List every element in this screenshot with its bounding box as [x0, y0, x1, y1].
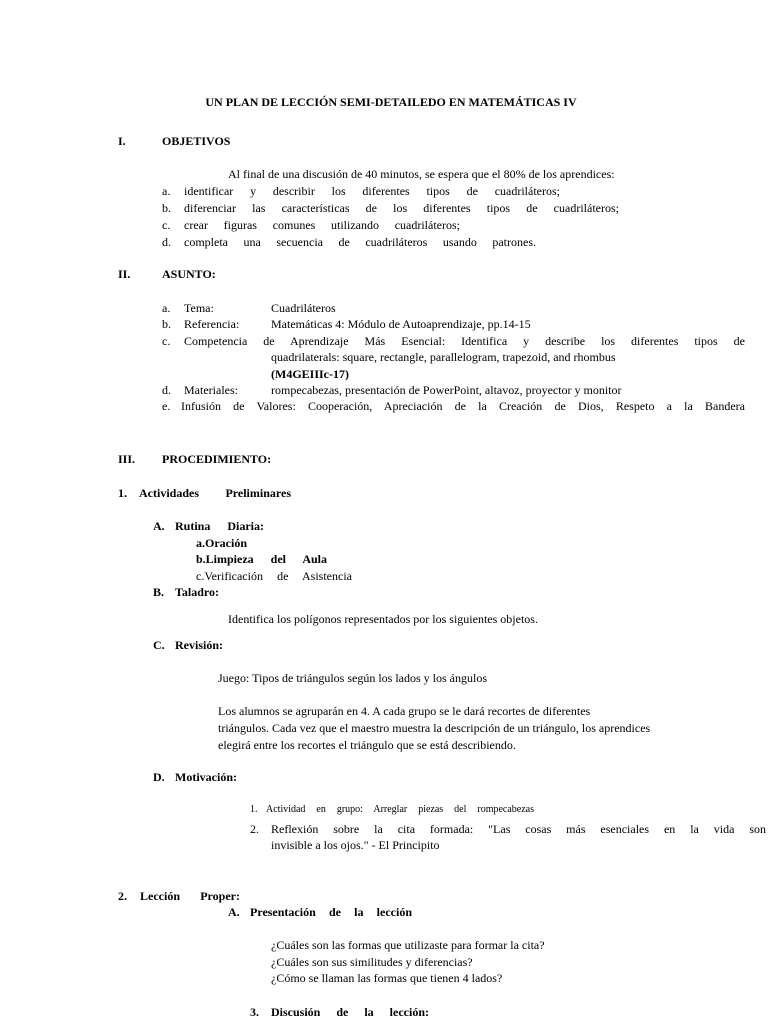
valores-text: Infusión de Valores: Cooperación, Apreciación de la Creación de Dios, Respeto a la Bandera — [181, 399, 745, 413]
referencia-value: Matemáticas 4: Módulo de Autoaprendizaje, pp.14-15 — [271, 317, 531, 331]
step-letter: C. — [153, 638, 165, 652]
motivacion-number: 1. — [250, 804, 258, 815]
presentacion-question: ¿Cuáles son sus similitudes y diferencias? — [271, 955, 473, 969]
objetivos-intro: Al final de una discusión de 40 minutos, se espera que el 80% de los aprendices: — [228, 167, 615, 181]
item-letter: d. — [162, 383, 171, 397]
objetivo-item: identificar y describir los diferentes tipos de cuadriláteros; — [184, 184, 560, 198]
tema-value: Cuadriláteros — [271, 301, 336, 315]
page-title: UN PLAN DE LECCIÓN SEMI-DETAILEDO EN MATEMÁTICAS IV — [205, 95, 577, 109]
section-number: II. — [118, 267, 131, 281]
objetivo-item: crear figuras comunes utilizando cuadriláteros; — [184, 218, 460, 232]
item-letter: b. — [162, 201, 171, 215]
item-letter: a. — [162, 184, 171, 198]
presentacion-question: ¿Cuáles son las formas que utilizaste para formar la cita? — [271, 938, 545, 952]
revision-paragraph-line: elegirá entre los recortes el triángulo que se está describiendo. — [218, 738, 516, 752]
taladro-heading: Taladro: — [175, 585, 220, 599]
motivacion-item: Reflexión sobre la cita formada: "Las cosas más esenciales en la vida son — [271, 822, 766, 836]
objetivo-item: diferenciar las características de los diferentes tipos de cuadriláteros; — [184, 201, 619, 215]
rutina-item: a.Oración — [196, 536, 247, 550]
step-letter: A. — [228, 905, 240, 919]
objetivo-item: completa una secuencia de cuadriláteros usando patrones. — [184, 235, 536, 249]
subsection-number: 2. — [118, 889, 127, 903]
competencia-code: (M4GEIIIc-17) — [271, 367, 349, 381]
revision-heading: Revisión: — [175, 638, 223, 652]
presentacion-question: ¿Cómo se llaman las formas que tienen 4 lados? — [271, 971, 503, 985]
competencia-line: Competencia de Aprendizaje Más Esencial: Identifica y describe los diferentes tipos de — [184, 334, 745, 348]
tema-label: Tema: — [184, 301, 214, 315]
materiales-label: Materiales: — [184, 383, 238, 397]
taladro-text: Identifica los polígonos representados por los siguientes objetos. — [228, 612, 538, 626]
section-heading-asunto: ASUNTO: — [162, 267, 216, 281]
revision-paragraph-line: triángulos. Cada vez que el maestro muestra la descripción de un triángulo, los aprendices — [218, 721, 651, 735]
section-heading-procedimiento: PROCEDIMIENTO: — [162, 452, 272, 466]
step-letter: D. — [153, 770, 165, 784]
rutina-item: b.Limpieza del Aula — [196, 552, 327, 566]
item-letter: b. — [162, 317, 171, 331]
motivacion-item-line: invisible a los ojos." - El Principito — [271, 838, 440, 852]
item-letter: d. — [162, 235, 171, 249]
subsection-number: 3. — [250, 1005, 259, 1019]
rutina-heading: Rutina Diaria: — [175, 519, 264, 533]
presentacion-heading: Presentación de la lección — [250, 905, 412, 919]
revision-paragraph-line: Los alumnos se agruparán en 4. A cada grupo se le dará recortes de diferentes — [218, 704, 591, 718]
section-number: I. — [118, 134, 126, 148]
motivacion-number: 2. — [250, 822, 259, 836]
rutina-item: c.Verificación de Asistencia — [196, 569, 352, 583]
subsection-number: 1. — [118, 486, 127, 500]
motivacion-item: Actividad en grupo: Arreglar piezas del rompecabezas — [266, 804, 534, 815]
subsection-heading-preliminares: Actividades Preliminares — [139, 486, 291, 500]
subsection-heading-leccion: Lección Proper: — [140, 889, 240, 903]
item-letter: c. — [162, 334, 171, 348]
motivacion-heading: Motivación: — [175, 770, 237, 784]
discusion-heading: Discusión de la lección: — [271, 1005, 429, 1019]
revision-juego: Juego: Tipos de triángulos según los lados y los ángulos — [218, 671, 488, 685]
competencia-line: quadrilaterals: square, rectangle, parallelogram, trapezoid, and rhombus — [271, 350, 616, 364]
item-letter: a. — [162, 301, 171, 315]
step-letter: A. — [153, 519, 165, 533]
referencia-label: Referencia: — [184, 317, 240, 331]
item-letter: e. — [162, 399, 171, 413]
step-letter: B. — [153, 585, 165, 599]
materiales-value: rompecabezas, presentación de PowerPoint, altavoz, proyector y monitor — [271, 383, 622, 397]
section-heading-objetivos: OBJETIVOS — [162, 134, 231, 148]
item-letter: c. — [162, 218, 171, 232]
section-number: III. — [118, 452, 136, 466]
